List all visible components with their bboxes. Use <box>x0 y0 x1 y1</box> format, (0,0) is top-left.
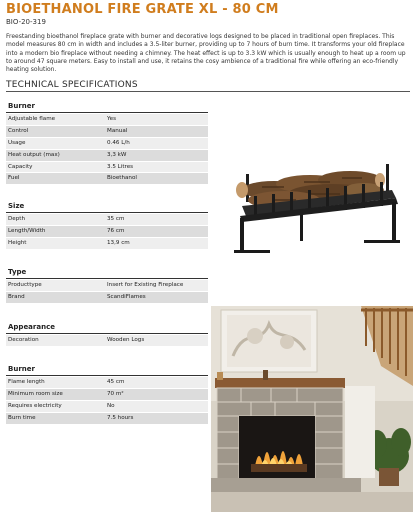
spec-label: Adjustable flame <box>8 116 56 122</box>
spec-value: 3,3 kW <box>107 151 127 158</box>
spec-value: 70 m² <box>107 390 124 397</box>
spec-value: 3.5 Litres <box>107 163 134 170</box>
group-title-type: Type <box>8 268 27 276</box>
group-title-size: Size <box>8 202 25 210</box>
group-divider <box>6 333 208 334</box>
spec-value: Insert for Existing Fireplace <box>107 282 184 288</box>
spec-label: Height <box>8 239 27 246</box>
spec-value: Wooden Logs <box>107 337 145 343</box>
spec-label: Fuel <box>8 175 20 182</box>
spec-label: Brand <box>8 293 25 300</box>
table-row <box>6 162 208 174</box>
fireplace-room-photo <box>211 306 413 512</box>
table-row <box>6 292 208 304</box>
table-row <box>6 389 208 401</box>
table-row <box>6 413 208 425</box>
spec-value: 7.5 hours <box>107 414 134 421</box>
spec-table-burner <box>6 114 208 185</box>
spec-value: ScandiFlames <box>107 293 146 300</box>
table-row <box>6 335 208 347</box>
spec-label: Depth <box>8 216 26 222</box>
table-row <box>6 114 208 126</box>
table-row <box>6 126 208 138</box>
spec-value: 76 cm <box>107 227 125 234</box>
table-row <box>6 401 208 413</box>
table-row <box>6 377 208 389</box>
table-row <box>6 226 208 238</box>
spec-value: 13,9 cm <box>107 239 130 246</box>
table-row <box>6 280 208 292</box>
specs-divider <box>6 91 410 92</box>
spec-label: Length/Width <box>8 227 46 234</box>
spec-label: Requires electricity <box>8 402 62 409</box>
fire-grate-image <box>214 160 404 260</box>
spec-value: Manual <box>107 127 128 134</box>
spec-value: Yes <box>107 116 117 122</box>
spec-value: 0.46 L/h <box>107 139 130 146</box>
spec-label: Flame length <box>8 379 45 385</box>
group-divider <box>6 278 208 279</box>
spec-label: Heat output (max) <box>8 151 60 158</box>
spec-table-type <box>6 280 208 304</box>
product-code: BIO-20-319 <box>6 18 46 26</box>
product-description: Freestanding bioethanol fireplace grate with burner and decorative logs designed to be placed in traditional open fireplaces. This model measures 80 cm in width and includes a 3.5-liter burner, providing up to 7 hours of burn time. It transforms your old fireplace into a modern bio fireplace without needing a chimney. The heat effect is up to 3.3 kW which is usually enough to heat up a room up to around 47 square meters. Easy to install and use, it retains the cosy ambience of a traditional fire while offering an eco-friendly heating solution. <box>6 33 406 74</box>
specs-heading: TECHNICAL SPECIFICATIONS <box>6 80 138 90</box>
spec-value: Bioethanol <box>107 175 137 182</box>
spec-table-appearance <box>6 335 208 347</box>
spec-value: 45 cm <box>107 379 125 385</box>
group-title-burner: Burner <box>8 102 35 110</box>
spec-table-size <box>6 214 208 250</box>
spec-label: Burn time <box>8 414 36 421</box>
spec-label: Minimum room size <box>8 390 63 397</box>
spec-label: Usage <box>8 139 26 146</box>
group-divider <box>6 112 208 113</box>
table-row <box>6 214 208 226</box>
table-row <box>6 238 208 250</box>
spec-label: Capacity <box>8 163 33 170</box>
table-row <box>6 138 208 150</box>
table-row <box>6 150 208 162</box>
spec-label: Decoration <box>8 337 39 343</box>
spec-label: Control <box>8 127 29 134</box>
spec-label: Producttype <box>8 282 42 288</box>
group-divider <box>6 212 208 213</box>
group-title-appearance: Appearance <box>8 323 55 331</box>
group-title-burner-2: Burner <box>8 365 35 373</box>
table-row <box>6 173 208 185</box>
spec-value: 35 cm <box>107 216 125 222</box>
spec-table-burner-2 <box>6 377 208 425</box>
group-divider <box>6 375 208 376</box>
product-title: BIOETHANOL FIRE GRATE XL - 80 CM <box>6 2 279 17</box>
spec-value: No <box>107 402 115 409</box>
